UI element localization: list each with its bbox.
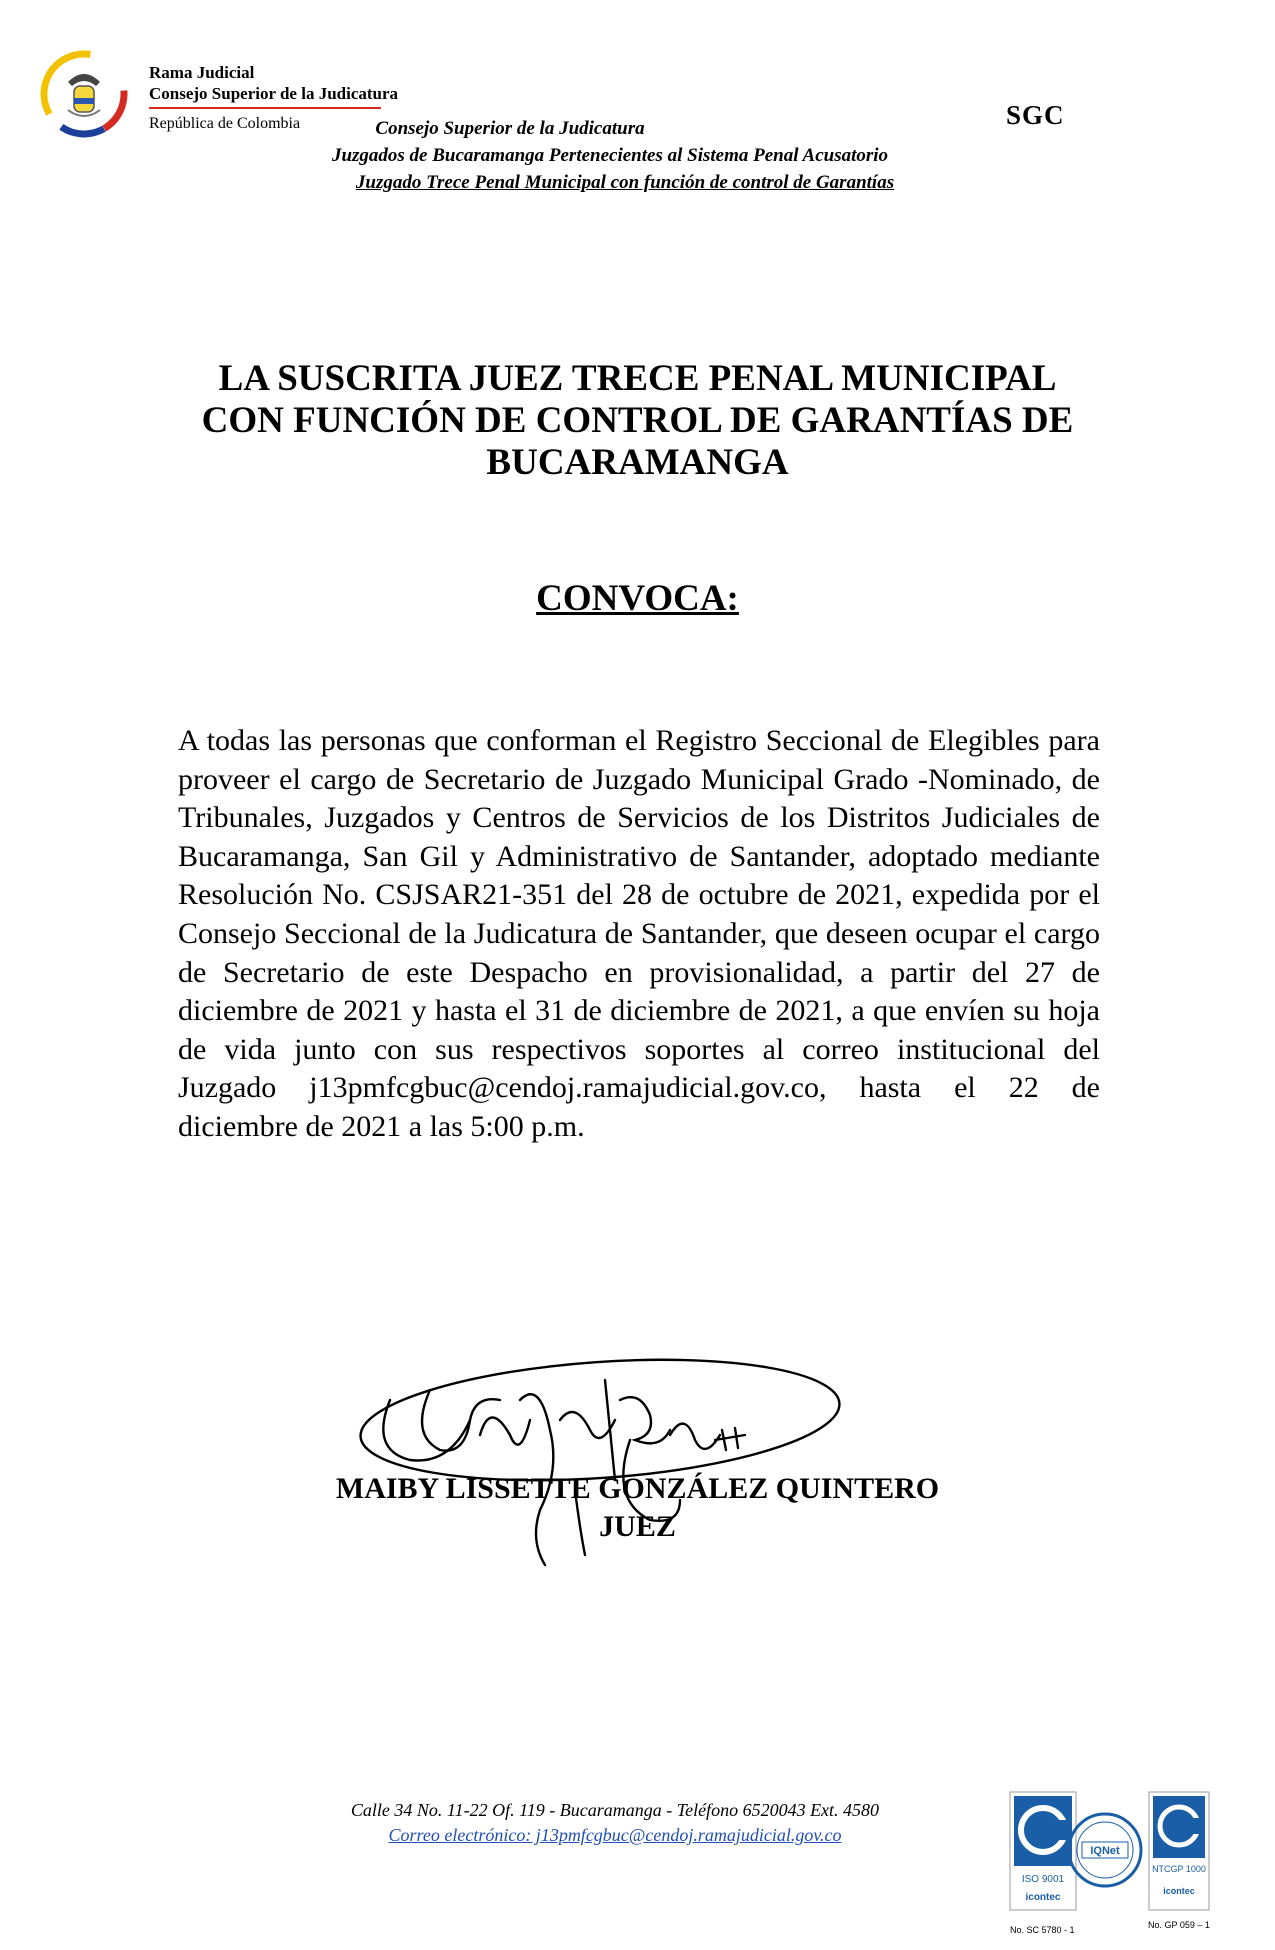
org-divider	[149, 107, 381, 109]
icontec-label-2: icontec	[1163, 1886, 1195, 1896]
ntcgp-label: NTCGP 1000	[1152, 1864, 1206, 1874]
iqnet-certified-icon	[1064, 1790, 1146, 1920]
org-line-3: República de Colombia	[149, 115, 301, 132]
signer-role: JUEZ	[599, 1510, 676, 1543]
cert-caption-2: No. GP 059 – 1	[1148, 1920, 1210, 1930]
org-line-1: Rama Judicial	[149, 63, 255, 82]
iqnet-label: IQNet	[1090, 1845, 1120, 1857]
sgc-label: SGC	[1006, 100, 1065, 130]
iso-label: ISO 9001	[1021, 1874, 1065, 1885]
handwritten-signature	[350, 1340, 910, 1580]
title-line-1: LA SUSCRITA JUEZ TRECE PENAL MUNICIPAL	[218, 358, 1057, 399]
convoca-heading: CONVOCA:	[536, 578, 739, 619]
header-line-2: Juzgados de Bucaramanga Pertenecientes al Sistema Penal Acusatorio	[331, 145, 889, 166]
header-line-1: Consejo Superior de la Judicatura	[375, 118, 645, 139]
header-line-3: Juzgado Trece Penal Municipal con función de control de Garantías	[355, 172, 895, 193]
footer-address: Calle 34 No. 11-22 Of. 119 - Bucaramanga - Teléfono 6520043 Ext. 4580	[350, 1800, 880, 1820]
footer-email-link[interactable]: Correo electrónico: j13pmfcgbuc@cendoj.ramajudicial.gov.co	[388, 1825, 842, 1845]
title-line-3: BUCARAMANGA	[486, 442, 789, 483]
document-title	[130, 358, 1145, 484]
title-line-2: CON FUNCIÓN DE CONTROL DE GARANTÍAS DE	[201, 400, 1074, 441]
icontec-label-1: icontec	[1025, 1892, 1061, 1903]
cert-caption-1: No. SC 5780 - 1	[1010, 1925, 1075, 1935]
rama-judicial-logo	[38, 48, 130, 140]
body-paragraph: A todas las personas que conforman el Registro Seccional de Elegibles para proveer el cargo de Secretario de Juzgado Municipal Grado -Nominado, de Tribunales, Juzgados y Centros de Servicios de los Distritos Judiciales de Bucaramanga, San Gil y Administrativo de Santander, adoptado mediante Resolución No. CSJSAR21-351 del 28 de octubre de 2021, expedida por el Consejo Seccional de la Judicatura de Santander, que deseen ocupar el cargo de Secretario de este Despacho en provisionalidad, a partir del 27 de diciembre de 2021 y hasta el 31 de diciembre de 2021, a que envíen su hoja de vida junto con sus respectivos soportes al correo institucional del Juzgado j13pmfcgbuc@cendoj.ramajudicial.gov.co, hasta el 22 de diciembre de 2021 a las 5:00 p.m.	[178, 724, 1100, 1143]
org-line-2: Consejo Superior de la Judicatura	[149, 84, 399, 103]
ntcgp-1000-icon	[1147, 1790, 1211, 1920]
signer-name: MAIBY LISSETTE GONZÁLEZ QUINTERO	[335, 1472, 940, 1505]
